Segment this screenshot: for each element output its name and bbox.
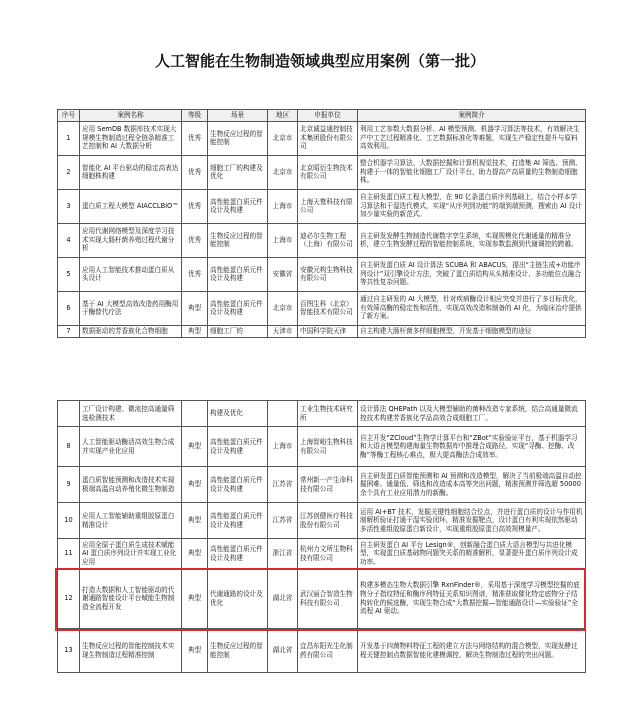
cases-table-part-1 [57, 109, 586, 338]
cases-table-part-2 [57, 400, 586, 673]
case-name: 蛋白质工程大模型 AIACCLBIO™ [80, 189, 182, 223]
case-unit: 工业生物技术研究所 [298, 401, 358, 427]
case-scene: 构建及优化 [208, 401, 268, 427]
table-row [58, 629, 586, 673]
case-unit: 宜昌东阳光生化制药有限公司 [298, 629, 358, 673]
case-unit: 安徽元构生物科技有限公司 [298, 257, 358, 291]
case-name: 智能化 AI 平台驱动的稳定高表达细胞株构建 [80, 155, 182, 189]
case-unit: 武汉丽合智造生物科技有限公司 [298, 569, 358, 629]
table-row [58, 467, 586, 503]
case-region: 湖北省 [268, 569, 298, 629]
case-no: 13 [58, 629, 80, 673]
case-desc: 利用工艺参数大数据分析、AI 模型预测、机器学习算法等技术，有效解决生产中工艺过程精准化、工艺数据标准化等难题，实现生产稳定性提升与原料高效利用。 [358, 121, 586, 155]
case-grade: 典型 [182, 629, 208, 673]
case-grade: 典型 [182, 569, 208, 629]
case-scene: 生物反应过程的智能控制 [208, 223, 268, 257]
case-unit: 江苏创健医疗科技股份有限公司 [298, 503, 358, 539]
case-no: 4 [58, 223, 80, 257]
case-unit: 北京诚益通控制技术集团股份有限公司 [298, 121, 358, 155]
case-no: 6 [58, 291, 80, 325]
case-no: 3 [58, 189, 80, 223]
table-row-highlighted [58, 569, 586, 629]
case-unit: 百图生科（北京）智能技术有限公司 [298, 291, 358, 325]
header-name: 案例名称 [80, 110, 182, 122]
case-region: 江苏省 [268, 503, 298, 539]
case-grade: 典型 [182, 539, 208, 569]
table-row [58, 539, 586, 569]
case-desc: 自主研发蛋白质 AI 设计算法 SCUBA 和 ABACUS，提出“主链生成+功能序列设计”双引擎设计方法，突破了蛋白质结构从头精准设计、多功能位点融合等共性复杂问题。 [358, 257, 586, 291]
case-desc: 运用 AI+BT 技术，发掘关键性细胞结合位点，并进行蛋白质的设计与作用机制解析验证打通干湿实验闭环，精准发掘靶点，设计蛋白有利实现依然驱动多活性重组胶原蛋白新设计，实现重组胶原蛋白高效规模量产。 [358, 503, 586, 539]
case-unit: 上海智峪生物科技有限公司 [298, 427, 358, 467]
case-region: 北京市 [268, 155, 298, 189]
case-name: 打造大数据和人工智能驱动的代谢通路智能设计平台赋能生物制造全流程开发 [80, 569, 182, 629]
table-header-row [58, 110, 586, 122]
case-desc: 设计算法 QHEPath 以及大模型辅助的菌种改造专家系统，结合高通量微流控技术构建芳香族化学品高效合成细胞工厂。 [358, 401, 586, 427]
case-unit: 常州新一产生命科技有限公司 [298, 467, 358, 503]
case-region: 江苏省 [268, 467, 298, 503]
case-region: 北京市 [268, 121, 298, 155]
header-scene: 场景 [208, 110, 268, 122]
case-no: 8 [58, 427, 80, 467]
case-region: 北京市 [268, 291, 298, 325]
table-row [58, 325, 586, 337]
case-name: 人工智能驱动酶活高效生物合成并实现产业化应用 [80, 427, 182, 467]
header-grade: 等级 [182, 110, 208, 122]
case-no: 12 [58, 569, 80, 629]
case-region [268, 401, 298, 427]
case-name: 应用人工智能辅助重组胶原蛋白精准设计 [80, 503, 182, 539]
case-grade: 典型 [182, 503, 208, 539]
case-scene: 高性能蛋白质元件设计及构建 [208, 539, 268, 569]
table-row [58, 223, 586, 257]
case-grade: 优秀 [182, 223, 208, 257]
case-region: 安徽省 [268, 257, 298, 291]
case-scene: 高性能蛋白质元件设计及构建 [208, 467, 268, 503]
case-desc: 整合机器学习算法、大数据挖掘和计算机视觉技术，打造集 AI 筛选、预测、构建于一体的智能化细胞工厂设计平台，助力提高产高质量的生物制造细胞株。 [358, 155, 586, 189]
case-name: 数据驱动的芳香族化合物细胞 [80, 325, 182, 337]
table-row [58, 121, 586, 155]
case-region: 湖北省 [268, 629, 298, 673]
case-grade: 典型 [182, 291, 208, 325]
case-no: 10 [58, 503, 80, 539]
case-scene: 高性能蛋白质元件设计及构建 [208, 427, 268, 467]
table-row [58, 427, 586, 467]
case-scene: 代谢通路的设计及优化 [208, 569, 268, 629]
case-scene: 生物反应过程的智能控制 [208, 629, 268, 673]
case-desc: 自主研发蛋白质智能预测和 AI 预测和改造模型，解决了当前极端高温自动挖掘困难、通量低、筛选和改造成本高等突出问题，精准预测并筛选超 50000 余个具有工业应用潜力的新酶。 [358, 467, 586, 503]
case-grade: 典型 [182, 427, 208, 467]
case-name: 应用全原子蛋白质生成技术赋能 AI 蛋白质序列设计并实现工业化应用 [80, 539, 182, 569]
case-no: 2 [58, 155, 80, 189]
case-region: 上海市 [268, 189, 298, 223]
case-scene: 高性能蛋白质元件设计及构建 [208, 189, 268, 223]
case-desc: 自主开发“ZCloud”生物学计算平台和“ZBot”实验验证平台，基于机器学习和大语言模型构建海量生物数据库中推理合成路径，实现“寻酶、挖酶、改酶”等酶工程核心难点，极大提高酶法合成效率。 [358, 427, 586, 467]
case-name: 生物反应过程的智能控制技术实现生物制造过程精准控制 [80, 629, 182, 673]
case-unit: 上海天鹜科技有限公司 [298, 189, 358, 223]
case-unit: 中国科学院天津 [298, 325, 358, 337]
case-no: 1 [58, 121, 80, 155]
case-name: 蛋白质智能预测和改造技术实现极端高温自动养殖化微生物制造 [80, 467, 182, 503]
case-name: 基于 AI 大模型高效改造药用酶用于酶替代疗法 [80, 291, 182, 325]
case-scene: 生物反应过程的智能控制 [208, 121, 268, 155]
header-region: 地区 [268, 110, 298, 122]
case-name: 工厂设计构建、微流控高通量筛选检测技术 [80, 401, 182, 427]
table-row [58, 291, 586, 325]
case-no: 9 [58, 467, 80, 503]
table-row [58, 155, 586, 189]
case-scene: 高性能蛋白质元件设计及构建 [208, 503, 268, 539]
case-desc: 自主研发发酵生物制造代谢数字孪生系统，实现规模化代谢通量的精准分析，建立生物发酵过程的智能控制系统，实现参数监测到代谢调控的跨越。 [358, 223, 586, 257]
case-no: 11 [58, 539, 80, 569]
case-grade: 优秀 [182, 257, 208, 291]
case-scene: 高性能蛋白质元件设计及构建 [208, 291, 268, 325]
page-title: 人工智能在生物制造领域典型应用案例（第一批） [154, 52, 485, 70]
case-grade: 优秀 [182, 155, 208, 189]
case-region: 天津市 [268, 325, 298, 337]
case-grade: 优秀 [182, 121, 208, 155]
case-name: 应用 SemDB 数据库技术实现大规模生物制造过程全链条精准工艺控制和 AI 大数据分析 [80, 121, 182, 155]
case-no: 7 [58, 325, 80, 337]
case-desc: 自主研发蛋白质工程大模型，在 90 亿条蛋白质序列基础上，结合小样本学习算法和干湿迭代模式，实现“从序列到功能”的端到端预测，搜索由 AI 设计加少量实验的新范式。 [358, 189, 586, 223]
case-name: 应用代谢网络模型及深度学习技术实现大肠杆菌养殖过程代谢分析 [80, 223, 182, 257]
case-desc: 自主构建大肠杆菌多样细胞模型，开发基于细胞模型的途径 [358, 325, 586, 337]
case-scene: 高性能蛋白质元件设计及构建 [208, 257, 268, 291]
case-grade: 优秀 [182, 189, 208, 223]
case-grade: 典型 [182, 467, 208, 503]
case-grade [182, 401, 208, 427]
case-region: 上海市 [268, 427, 298, 467]
case-desc: 构建多模态生物大数据引擎 RxnFinder®，采用基于深度学习模型挖掘的底物分子指纹特征和酶序列特征关系知识图谱，精准获取催化特定底物分子结构转化的候选酶，实现生物合成“大数据挖掘—智能通路设计—实验验证”全流程 AI 驱动。 [358, 569, 586, 629]
case-desc: 开发基于四菌物料特征工程的建立方法与网络结构的混合模型，实现发酵过程关键控制点数据智能化建模调控，解决生物制造过程的突出问题。 [358, 629, 586, 673]
case-scene: 细胞工厂的 [208, 325, 268, 337]
case-no [58, 401, 80, 427]
case-unit: 北京昭衍生物技术有限公司 [298, 155, 358, 189]
case-region: 浙江省 [268, 539, 298, 569]
case-grade: 典型 [182, 325, 208, 337]
header-desc: 案例简介 [358, 110, 586, 122]
case-scene: 细胞工厂的构建及优化 [208, 155, 268, 189]
table-row [58, 503, 586, 539]
case-desc: 自主研发蛋白 AI 平台 Lesign®，创新融合蛋白质大语言模型与共进化模型，实现蛋白质基础物问题突关系的精准解析，显著提升蛋白质序列设计成功率。 [358, 539, 586, 569]
case-no: 5 [58, 257, 80, 291]
table-row [58, 257, 586, 291]
header-unit: 申报单位 [298, 110, 358, 122]
header-no: 序号 [58, 110, 80, 122]
case-unit: 迪必尔生物工程（上海）有限公司 [298, 223, 358, 257]
case-desc: 通过自主研发的 AI 大模型，针对疾病酶设计相应突变并进行了多目标优化，有效筛高酶的稳定性和活性，实现高效改造和制备的 AI 化，为临床治疗提供了新方案。 [358, 291, 586, 325]
table-row [58, 189, 586, 223]
case-region: 上海市 [268, 223, 298, 257]
case-name: 应用人工智能技术推动蛋白质从头设计 [80, 257, 182, 291]
case-unit: 杭州力文所生物科技有限公司 [298, 539, 358, 569]
table-row [58, 401, 586, 427]
